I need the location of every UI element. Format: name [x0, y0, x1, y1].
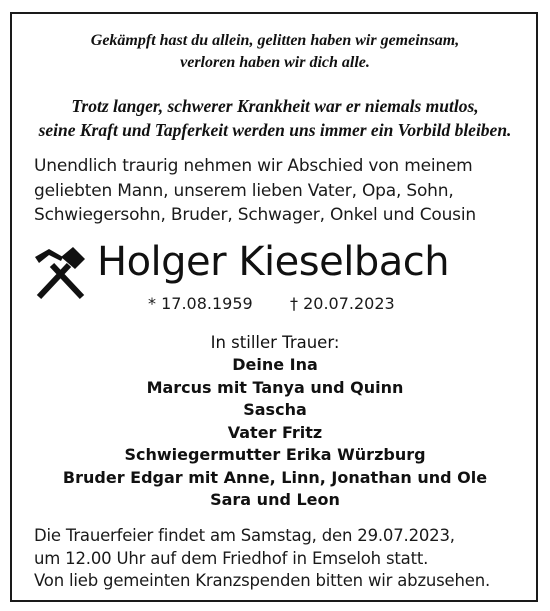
- birth-date: * 17.08.1959: [148, 294, 253, 313]
- mourners-list: [0, 354, 550, 512]
- mourner-entry: Vater Fritz: [227, 422, 323, 442]
- mourner-entry: Marcus mit Tanya und Quinn: [146, 377, 404, 397]
- tribute-quote-line: Trotz langer, schwerer Krankheit war er niemals mutlos,: [71, 96, 479, 116]
- tribute-quote: [0, 94, 550, 142]
- tribute-quote-line: seine Kraft und Tapferkeit werden uns immer ein Vorbild bleiben.: [38, 120, 512, 140]
- intro-line: Schwiegersohn, Bruder, Schwager, Onkel und Cousin: [34, 205, 476, 225]
- notice-line: Von lieb gemeinten Kranzspenden bitten wir abzusehen.: [34, 571, 491, 590]
- opening-quote-line: verloren haben wir dich alle.: [180, 54, 370, 71]
- mourner-entry: Sascha: [243, 400, 307, 419]
- intro-line: geliebten Mann, unserem lieben Vater, Opa, Sohn,: [34, 180, 454, 201]
- funeral-notice: [34, 525, 534, 593]
- death-date: † 20.07.2023: [290, 294, 395, 313]
- mourner-entry: Deine Ina: [232, 355, 318, 374]
- notice-line: um 12.00 Uhr auf dem Friedhof in Emseloh statt.: [34, 548, 429, 568]
- opening-quote: [0, 30, 550, 74]
- hammer-and-pick-icon: [33, 243, 88, 301]
- farewell-intro: [34, 154, 534, 228]
- mourner-entry: Schwiegermutter Erika Würzburg: [124, 445, 426, 464]
- mourning-lead: In stiller Trauer:: [210, 333, 340, 352]
- mourner-entry: Bruder Edgar mit Anne, Linn, Jonathan und Ole: [62, 467, 488, 487]
- opening-quote-line: Gekämpft hast du allein, gelitten haben wir gemeinsam,: [90, 32, 460, 49]
- deceased-name: Holger Kieselbach: [97, 239, 450, 285]
- intro-line: Unendlich traurig nehmen wir Abschied von meinem: [34, 156, 473, 176]
- notice-line: Die Trauerfeier findet am Samstag, den 29.07.2023,: [34, 526, 455, 545]
- mourners-section: [0, 332, 550, 512]
- mourner-entry: Sara und Leon: [210, 490, 340, 509]
